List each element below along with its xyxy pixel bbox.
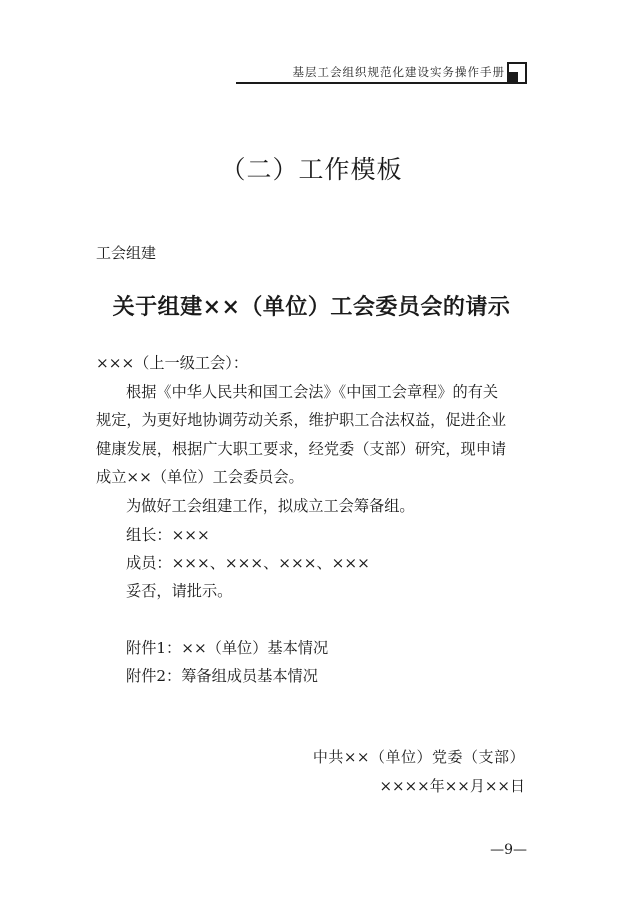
paragraph-preparatory-group: 为做好工会组建工作，拟成立工会筹备组。 <box>126 497 415 515</box>
salutation: ×××（上一级工会）： <box>96 354 249 372</box>
paragraph-line: 规定，为更好地协调劳动关系，维护职工合法权益，促进企业 <box>96 411 507 429</box>
closing-request: 妥否，请批示。 <box>126 582 233 600</box>
category-label: 工会组建 <box>96 244 157 262</box>
header-rule <box>236 82 520 84</box>
paragraph-line: 健康发展，根据广大职工要求，经党委（支部）研究，现申请 <box>96 440 507 458</box>
paragraph-line: 成立××（单位）工会委员会。 <box>96 468 304 486</box>
section-title: （二）工作模板 <box>220 155 403 184</box>
group-members: 成员：×××、×××、×××、××× <box>126 554 370 572</box>
attachment-1: 附件1：××（单位）基本情况 <box>126 639 329 657</box>
signature-date: ××××年××月××日 <box>379 777 525 795</box>
attachment-2: 附件2：筹备组成员基本情况 <box>126 667 318 685</box>
document-title: 关于组建××（单位）工会委员会的请示 <box>112 294 511 320</box>
paragraph-line: 根据《中华人民共和国工会法》《中国工会章程》的有关 <box>126 383 499 401</box>
running-title: 基层工会组织规范化建设实务操作手册 <box>292 65 505 79</box>
signature-organization: 中共××（单位）党委（支部） <box>312 748 525 766</box>
group-leader: 组长：××× <box>126 526 210 544</box>
corner-mark-icon <box>507 62 527 84</box>
page-number: —9— <box>490 842 527 858</box>
